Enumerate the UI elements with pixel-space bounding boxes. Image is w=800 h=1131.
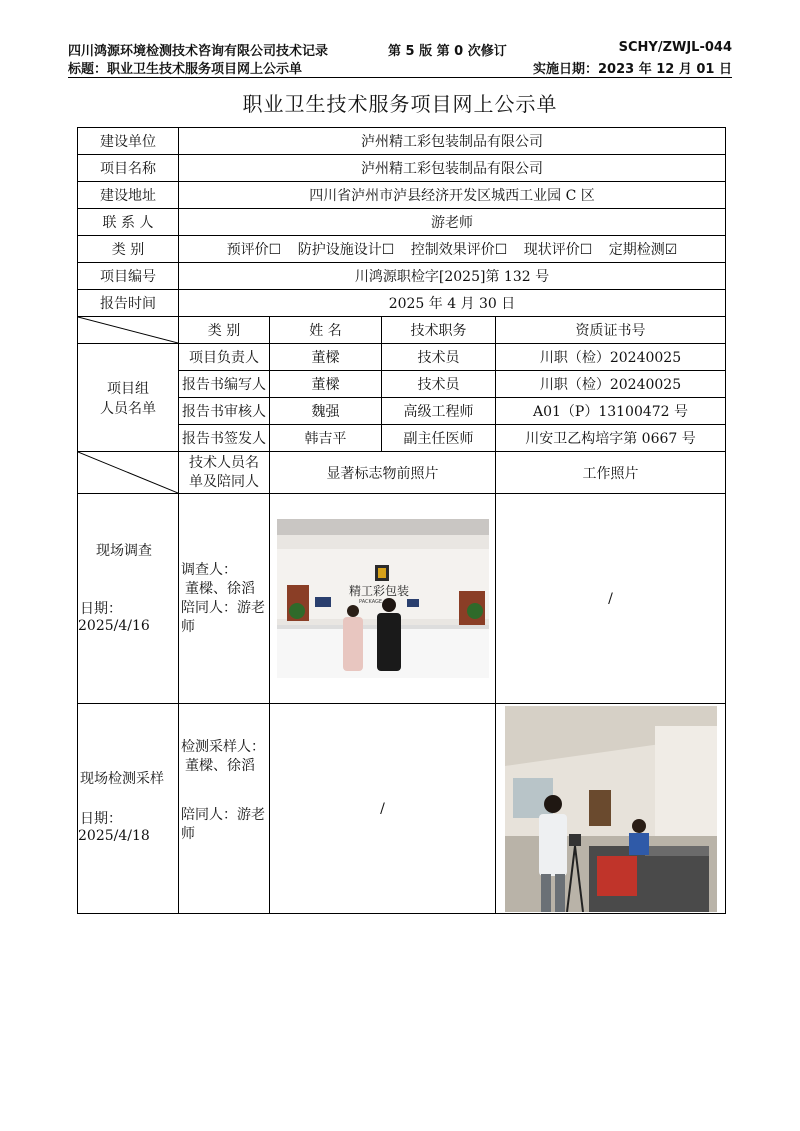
category-option-pre-evaluation: 预评价☐: [226, 242, 282, 258]
survey-staff-cell: [179, 494, 270, 704]
sampling-staff-cell: [179, 704, 270, 914]
diagonal-cell: [78, 317, 179, 344]
survey-work-photo: /: [496, 494, 726, 704]
header-rule: [68, 77, 732, 78]
team-header-certificate: 资质证书号: [496, 317, 726, 344]
document-code: SCHY/ZWJL-044: [618, 40, 732, 55]
member-certificate: 川安卫乙构培字第 0667 号: [496, 425, 726, 452]
category-option-protection-design: 防护设施设计☐: [297, 242, 395, 258]
sampler-names: 董樑、徐滔: [185, 758, 255, 774]
member-name: 魏强: [270, 398, 382, 425]
company-logo-wall-photo: [277, 519, 489, 678]
team-header-category: 类 别: [179, 317, 270, 344]
row-category: [78, 236, 726, 263]
row-date: [78, 290, 726, 317]
staff-header: 技术人员名单及陪同人: [179, 452, 270, 494]
svg-text:PACKAGE: PACKAGE: [358, 599, 382, 605]
unit-label: 建设单位: [78, 128, 179, 155]
sampling-title: 现场检测采样: [80, 771, 164, 787]
version-text: 第 5 版 第 0 次修订: [388, 44, 507, 59]
row-code: [78, 263, 726, 290]
row-contact: [78, 209, 726, 236]
address-value: 四川省泸州市泸县经济开发区城西工业园 C 区: [179, 182, 726, 209]
survey-info-cell: [78, 494, 179, 704]
subject-text: 标题：职业卫生技术服务项目网上公示单: [68, 62, 303, 77]
investigator-label: 调查人：: [181, 561, 237, 578]
member-certificate: A01（P）13100472 号: [496, 398, 726, 425]
survey-date: 2025/4/16: [78, 618, 150, 634]
team-header-name: 姓 名: [270, 317, 382, 344]
member-role: 报告书审核人: [179, 398, 270, 425]
date-value: 2025 年 4 月 30 日: [179, 290, 726, 317]
member-certificate: 川职（检）20240025: [496, 344, 726, 371]
field-sampling-work-photo: [505, 706, 717, 912]
team-header-row: [78, 317, 726, 344]
team-row: [78, 344, 726, 371]
unit-value: 泸州精工彩包装制品有限公司: [179, 128, 726, 155]
category-label: 类 别: [78, 236, 179, 263]
sampling-work-photo-cell: [496, 704, 726, 914]
member-role: 报告书编写人: [179, 371, 270, 398]
team-label-line-1: 项目组: [107, 380, 149, 397]
member-name: 韩吉平: [270, 425, 382, 452]
sampling-date: 2025/4/18: [78, 828, 150, 844]
member-role: 项目负责人: [179, 344, 270, 371]
effective-date: 实施日期：2023 年 12 月 01 日: [533, 62, 732, 77]
category-option-periodic-testing: 定期检测☑: [608, 242, 678, 258]
diagonal-line: [78, 317, 178, 343]
marker-photo-header: 显著标志物前照片: [270, 452, 496, 494]
team-label-line-2: 人员名单: [100, 400, 156, 417]
survey-accompany: 陪同人：游老师: [181, 599, 265, 635]
header-line-1: [68, 40, 732, 58]
team-header-title: 技术职务: [382, 317, 496, 344]
page-title: 职业卫生技术服务项目网上公示单: [242, 92, 558, 116]
sampling-accompany: 陪同人：游老师: [181, 807, 265, 842]
address-label: 建设地址: [78, 182, 179, 209]
contact-value: 游老师: [179, 209, 726, 236]
name-label: 项目名称: [78, 155, 179, 182]
sampling-marker-photo: /: [270, 704, 496, 914]
team-label: [78, 344, 179, 452]
company-record-title: 四川鸿源环境检测技术咨询有限公司技术记录: [68, 44, 329, 59]
code-value: 川鸿源职检字[2025]第 132 号: [179, 263, 726, 290]
survey-date-label: 日期：: [80, 601, 122, 617]
survey-title: 现场调查: [96, 543, 152, 559]
header-line-2: [68, 58, 732, 76]
work-photo-header: 工作照片: [496, 452, 726, 494]
date-label: 报告时间: [78, 290, 179, 317]
member-role: 报告书签发人: [179, 425, 270, 452]
row-address: [78, 182, 726, 209]
code-label: 项目编号: [78, 263, 179, 290]
investigator-names: 董樑、徐滔: [185, 580, 255, 597]
member-certificate: 川职（检）20240025: [496, 371, 726, 398]
diagonal-cell: [78, 452, 179, 494]
category-option-control-evaluation: 控制效果评价☐: [410, 242, 508, 258]
member-title: 副主任医师: [382, 425, 496, 452]
name-value: 泸州精工彩包装制品有限公司: [179, 155, 726, 182]
survey-marker-photo-cell: [270, 494, 496, 704]
row-name: [78, 155, 726, 182]
sampling-date-label: 日期：: [80, 811, 122, 827]
member-title: 高级工程师: [382, 398, 496, 425]
member-title: 技术员: [382, 371, 496, 398]
sampler-label: 检测采样人：: [181, 739, 265, 755]
diagonal-line: [78, 452, 178, 493]
svg-text:精工彩包装: 精工彩包装: [348, 584, 409, 598]
member-name: 董樑: [270, 371, 382, 398]
category-options: [179, 236, 726, 263]
sampling-row: [78, 704, 726, 914]
row-unit: [78, 128, 726, 155]
contact-label: 联 系 人: [78, 209, 179, 236]
category-option-status-evaluation: 现状评价☐: [523, 242, 593, 258]
member-name: 董樑: [270, 344, 382, 371]
photos-header-row: [78, 452, 726, 494]
member-title: 技术员: [382, 344, 496, 371]
sampling-info-cell: [78, 704, 179, 914]
survey-row: [78, 494, 726, 704]
notice-table: [77, 127, 726, 914]
